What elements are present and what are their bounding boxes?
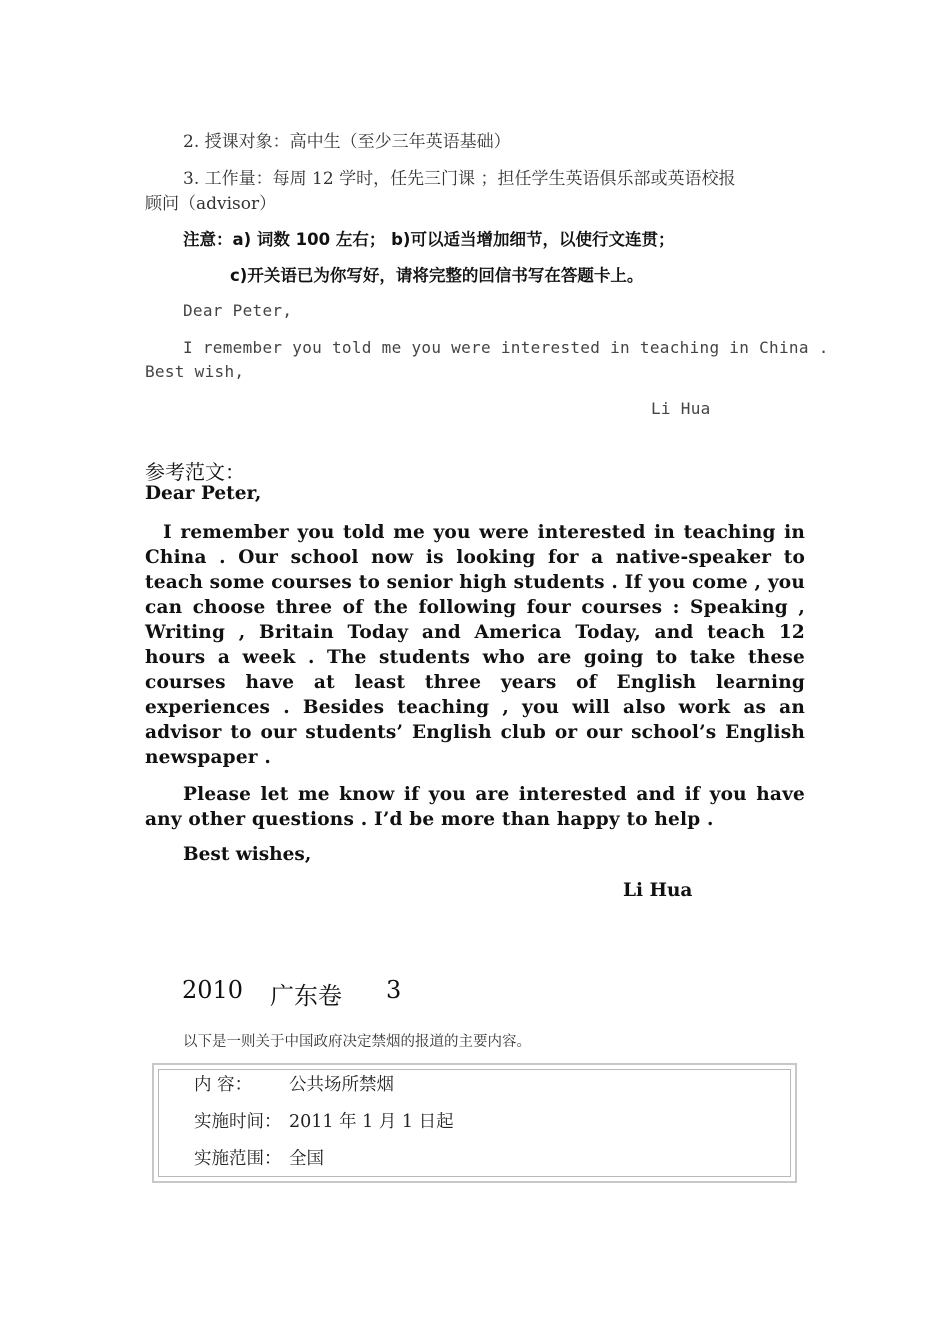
task-signature: Li Hua <box>651 399 711 418</box>
task-item-3-line2: 顾问（advisor） <box>145 194 277 214</box>
reference-heading: 参考范文： <box>145 460 245 484</box>
section-source: 广东卷 <box>270 982 342 1010</box>
note-line-2: c)开关语已为你写好，请将完整的回信书写在答题卡上。 <box>230 266 644 285</box>
box-line1-value: 公共场所禁烟 <box>289 1075 394 1095</box>
box-line3-value: 全国 <box>289 1149 324 1169</box>
box-line2-value: 2011 年 1 月 1 日起 <box>289 1112 454 1132</box>
reference-paragraph-1: I remember you told me you were interested in teaching in China . Our school now is looking for a native-speaker to teach some courses to senior high students . If you come , you can choose three of the following four courses : Speaking , Writing , Britain Today and America Today, and teach 12 hours a week . The students who are going to take these courses have at least three years of English learning experiences . Besides teaching , you will also work as an advisor to our students’ English club or our school’s English newspaper . <box>145 522 805 768</box>
box-line3-label: 实施范围： <box>194 1149 282 1169</box>
reference-salutation: Dear Peter, <box>145 483 262 504</box>
section-number: 3 <box>386 976 402 1004</box>
task-item-3-line1: 3. 工作量：每周 12 学时，任先三门课 ；担任学生英语俱乐部或英语校报 <box>183 169 736 189</box>
task-opening-line2: Best wish, <box>145 362 245 381</box>
reference-closing: Best wishes, <box>183 844 312 865</box>
box-line2-label: 实施时间： <box>194 1112 282 1132</box>
reference-signature: Li Hua <box>623 880 693 901</box>
box-line1-label: 内 容： <box>194 1075 253 1095</box>
note-line-1: 注意：a) 词数 100 左右； b)可以适当增加细节，以使行文连贯； <box>183 230 675 249</box>
section-year: 2010 <box>182 976 244 1004</box>
task-opening-line1: I remember you told me you were interested in teaching in China . <box>183 338 829 357</box>
reference-paragraph-2: Please let me know if you are interested and if you have any other questions . I’d be more than happy to help . <box>145 784 805 830</box>
section-intro: 以下是一则关于中国政府决定禁烟的报道的主要内容。 <box>183 1034 531 1050</box>
task-salutation: Dear Peter, <box>183 301 293 320</box>
task-item-2: 2. 授课对象：高中生（至少三年英语基础） <box>183 132 511 152</box>
